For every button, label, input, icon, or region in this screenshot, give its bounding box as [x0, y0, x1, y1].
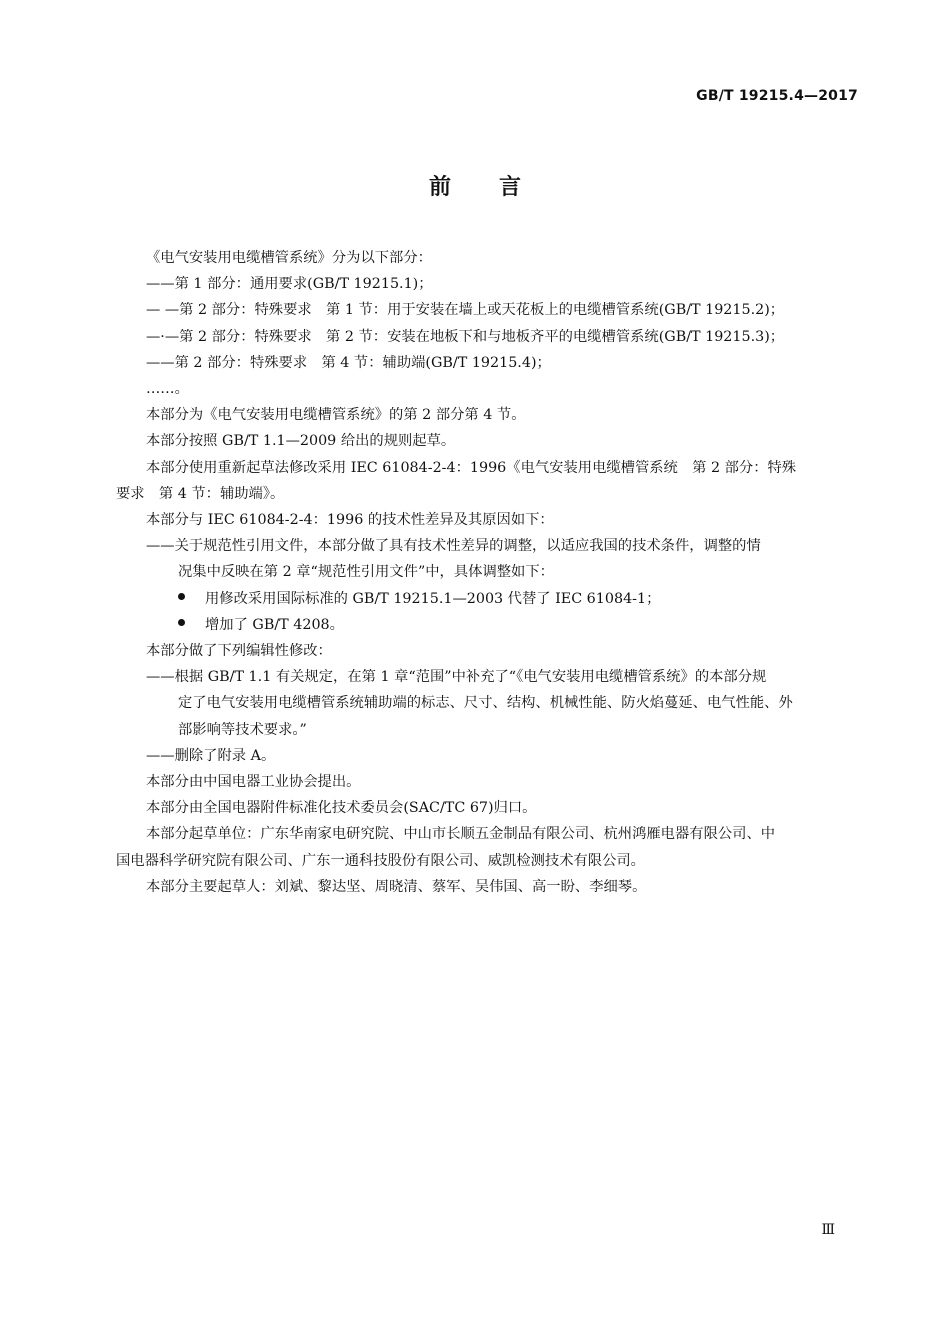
list-item-part-2-4: ——第 2 部分：特殊要求 第 4 节：辅助端(GB/T 19215.4)；: [146, 354, 551, 371]
paragraph-drafting-rules: 本部分按照 GB/T 1.1—2009 给出的规则起草。: [146, 433, 456, 450]
paragraph-line: 国电器科学研究院有限公司、广东一通科技股份有限公司、威凯检测技术有限公司。: [116, 852, 645, 869]
paragraph-line: 定了电气安装用电缆槽管系统辅助端的标志、尺寸、结构、机械性能、防火焰蔓延、电气性能、外: [178, 695, 793, 712]
paragraph-line: 况集中反映在第 2 章“规范性引用文件”中，具体调整如下：: [178, 564, 554, 581]
page-title: 前言: [428, 175, 569, 200]
paragraph-drafters: 本部分主要起草人：刘斌、黎达坚、周晓清、蔡军、吴伟国、高一盼、李细琴。: [146, 878, 647, 895]
paragraph-line: 本部分使用重新起草法修改采用 IEC 61084-2-4：1996《电气安装用电缆槽管系统 第 2 部分：特殊: [146, 459, 797, 476]
bullet-icon: [178, 593, 185, 600]
paragraph-differences: 本部分与 IEC 61084-2-4：1996 的技术性差异及其原因如下：: [146, 512, 554, 529]
page-number: Ⅲ: [821, 1222, 835, 1238]
paragraph-drafting-units: [116, 821, 856, 873]
list-item-scope-supplement: [116, 664, 856, 743]
paragraph-proposer: 本部分由中国电器工业协会提出。: [146, 774, 361, 791]
paragraph-adoption: [116, 455, 856, 507]
bullet-item: [116, 612, 856, 638]
paragraph-line: ——根据 GB/T 1.1 有关规定，在第 1 章“范围”中补充了“《电气安装用电缆槽管系统》的本部分规: [146, 669, 767, 686]
bullet-icon: [178, 619, 185, 626]
list-item-ellipsis: ……。: [146, 381, 189, 398]
standard-code: GB/T 19215.4—2017: [696, 88, 858, 104]
paragraph-line: 部影响等技术要求。”: [178, 721, 307, 738]
paragraph-scope: 本部分为《电气安装用电缆槽管系统》的第 2 部分第 4 节。: [146, 407, 526, 424]
paragraph-line: 本部分起草单位：广东华南家电研究院、中山市长顺五金制品有限公司、杭州鸿雁电器有限公司、中: [146, 826, 776, 843]
paragraph-line: ——关于规范性引用文件，本部分做了具有技术性差异的调整，以适应我国的技术条件，调整的情: [146, 538, 761, 555]
list-item-normative-refs: [116, 533, 856, 585]
list-item-part-2-2: —·—第 2 部分：特殊要求 第 2 节：安装在地板下和与地板齐平的电缆槽管系统(GB/T 19215.3)；: [146, 328, 785, 345]
list-item-delete-annex: ——删除了附录 A。: [146, 747, 276, 764]
list-item-part-1: ——第 1 部分：通用要求(GB/T 19215.1)；: [146, 276, 433, 293]
paragraph-line: 要求 第 4 节：辅助端》。: [116, 485, 285, 502]
foreword-body: [116, 245, 856, 900]
paragraph-committee: 本部分由全国电器附件标准化技术委员会(SAC/TC 67)归口。: [146, 800, 537, 817]
paragraph-parts-intro: 《电气安装用电缆槽管系统》分为以下部分：: [146, 250, 432, 266]
bullet-text: 增加了 GB/T 4208。: [205, 616, 344, 633]
bullet-text: 用修改采用国际标准的 GB/T 19215.1—2003 代替了 IEC 61084-1；: [205, 590, 661, 607]
bullet-item: [116, 586, 856, 612]
paragraph-editorial: 本部分做了下列编辑性修改：: [146, 643, 332, 660]
list-item-part-2-1: — —第 2 部分：特殊要求 第 1 节：用于安装在墙上或天花板上的电缆槽管系统(GB/T 19215.2)；: [146, 302, 785, 319]
